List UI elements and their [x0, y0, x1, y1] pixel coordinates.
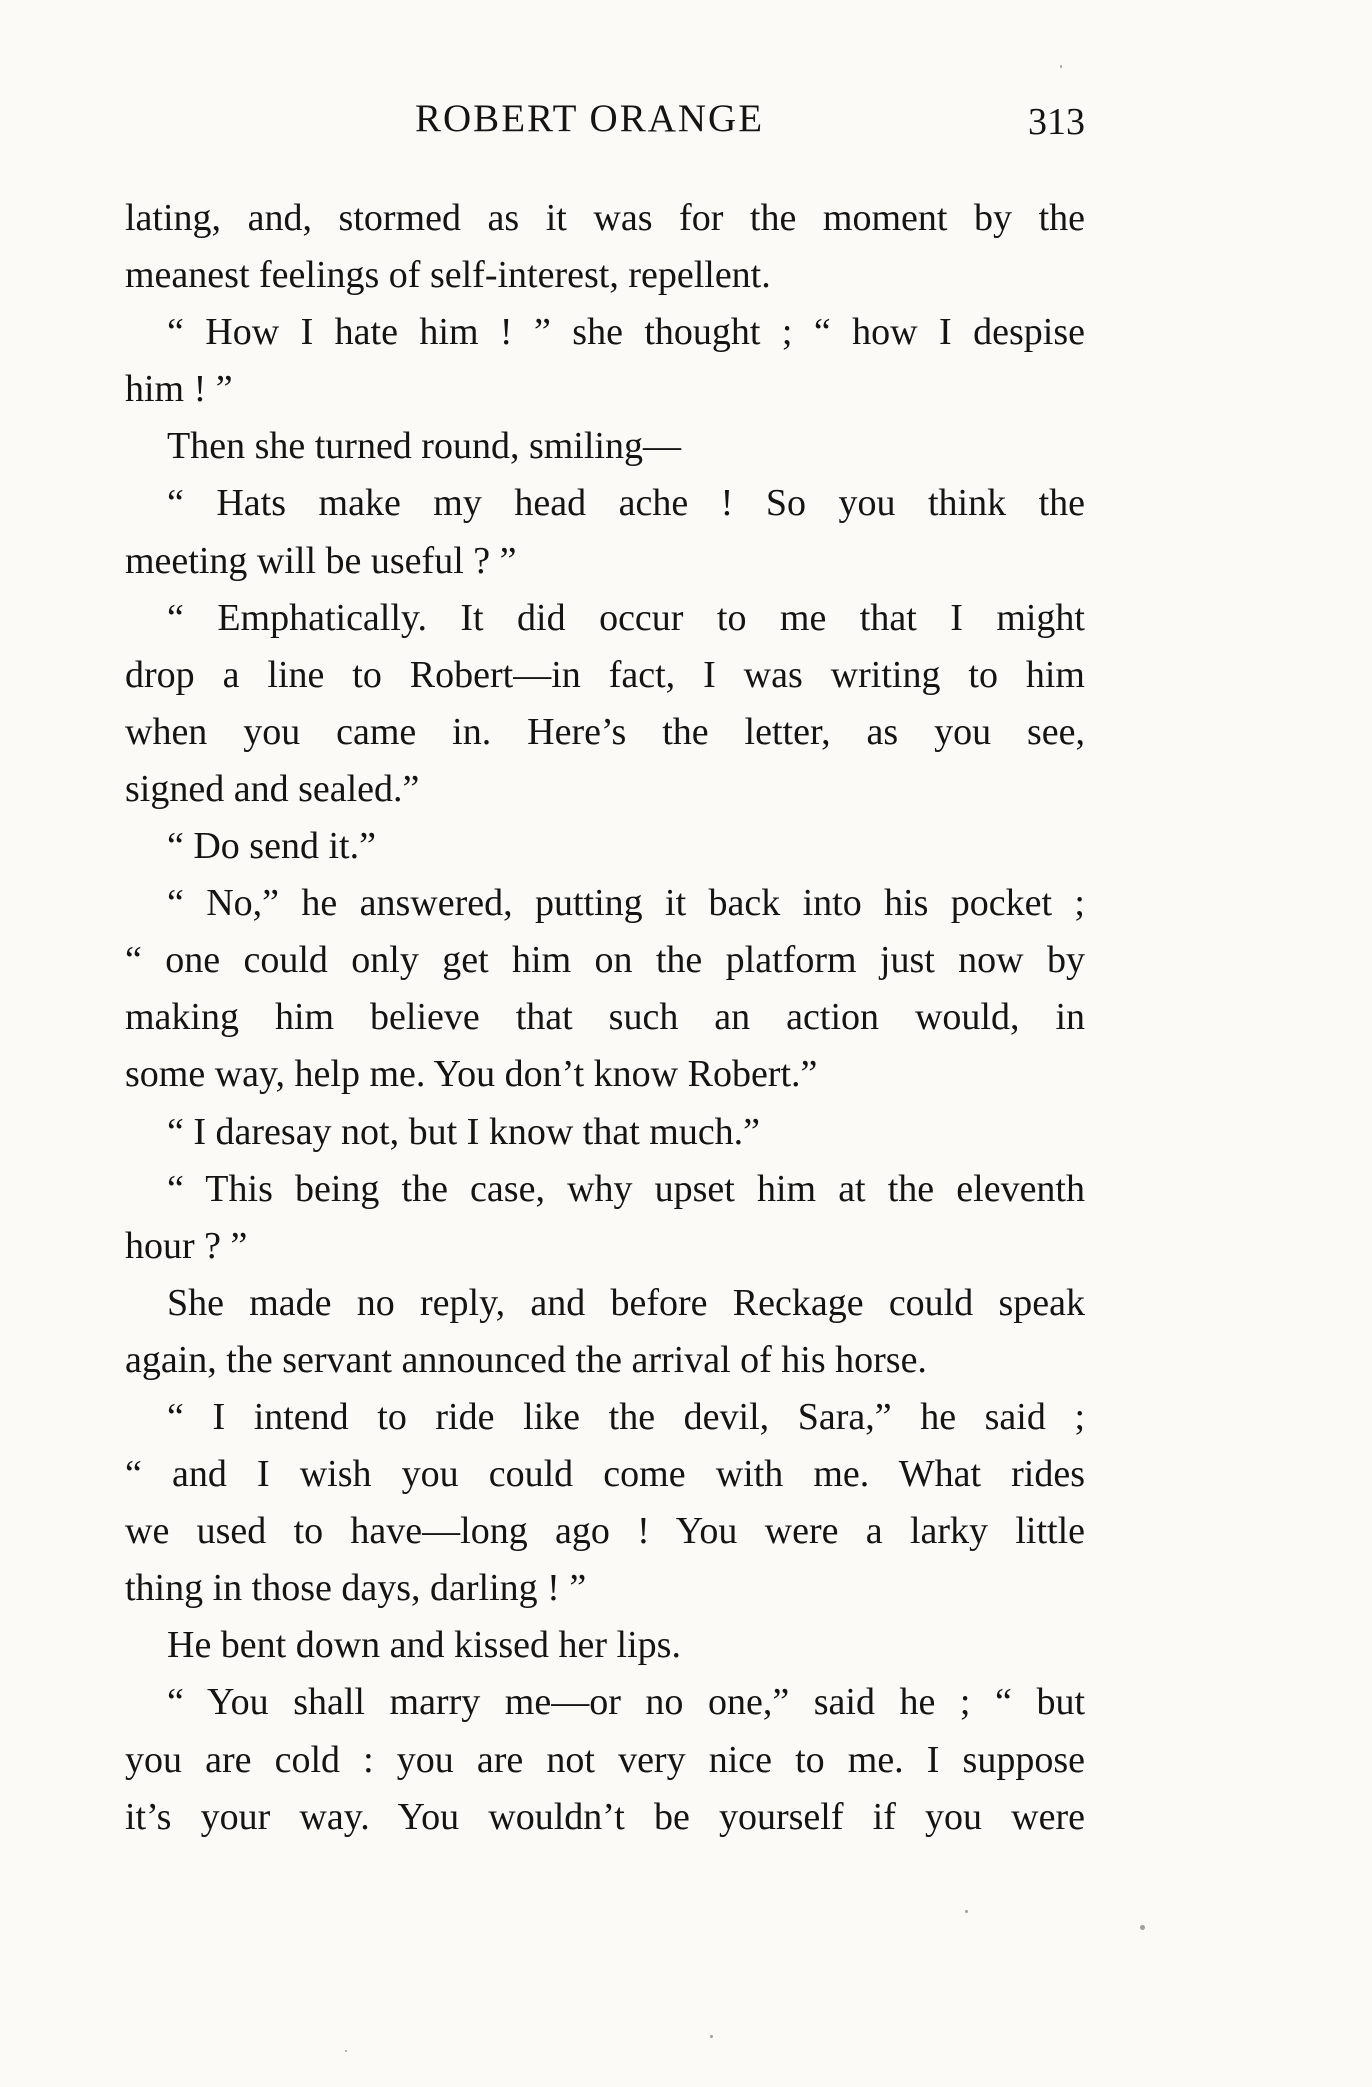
text-line: hour ? ”: [125, 1224, 248, 1267]
text-line: Then she turned round, smiling—: [167, 425, 681, 468]
text-line: we used to have—long ago ! You were a larky little: [125, 1510, 1085, 1553]
text-line: “ Do send it.”: [167, 825, 376, 868]
text-line: making him believe that such an action would, in: [125, 996, 1085, 1039]
text-line: drop a line to Robert—in fact, I was writing to him: [125, 653, 1085, 696]
text-line: “ I intend to ride like the devil, Sara,” he said ;: [167, 1395, 1085, 1438]
running-head: [125, 96, 1085, 156]
text-line: when you came in. Here’s the letter, as you see,: [125, 710, 1085, 753]
text-line: He bent down and kissed her lips.: [167, 1624, 681, 1667]
text-line: it’s your way. You wouldn’t be yourself if you were: [125, 1795, 1085, 1838]
text-line: “ Hats make my head ache ! So you think the: [167, 482, 1085, 525]
text-line: “ This being the case, why upset him at the eleventh: [167, 1167, 1085, 1210]
text-line: you are cold : you are not very nice to me. I suppose: [125, 1738, 1085, 1781]
body-text: [125, 190, 1085, 1846]
page-number: 313: [1028, 101, 1085, 143]
text-line: thing in those days, darling ! ”: [125, 1567, 587, 1610]
running-title: ROBERT ORANGE: [415, 97, 765, 140]
paper-speck: [710, 2035, 713, 2038]
text-line: signed and sealed.”: [125, 767, 420, 810]
text-line: some way, help me. You don’t know Robert.”: [125, 1053, 818, 1096]
text-line: meeting will be useful ? ”: [125, 539, 517, 582]
paper-speck: [1140, 1925, 1145, 1930]
paper-speck: [345, 2050, 347, 2052]
text-line: “ You shall marry me—or no one,” said he ; “ but: [167, 1681, 1085, 1724]
text-line: “ one could only get him on the platform just now by: [125, 939, 1085, 982]
text-line: “ How I hate him ! ” she thought ; “ how I despise: [167, 311, 1085, 354]
text-line: “ and I wish you could come with me. What rides: [125, 1453, 1085, 1496]
text-line: lating, and, stormed as it was for the moment by the: [125, 197, 1085, 239]
text-line: meanest feelings of self-interest, repellent.: [125, 254, 771, 297]
paper-speck: [1060, 65, 1062, 68]
text-line: “ No,” he answered, putting it back into his pocket ;: [167, 882, 1085, 925]
text-line: “ Emphatically. It did occur to me that I might: [167, 596, 1085, 639]
text-line: She made no reply, and before Reckage could speak: [167, 1281, 1085, 1324]
text-line: him ! ”: [125, 368, 233, 411]
text-line: “ I daresay not, but I know that much.”: [167, 1110, 761, 1153]
text-line: again, the servant announced the arrival of his horse.: [125, 1338, 927, 1381]
paper-speck: [965, 1910, 968, 1913]
